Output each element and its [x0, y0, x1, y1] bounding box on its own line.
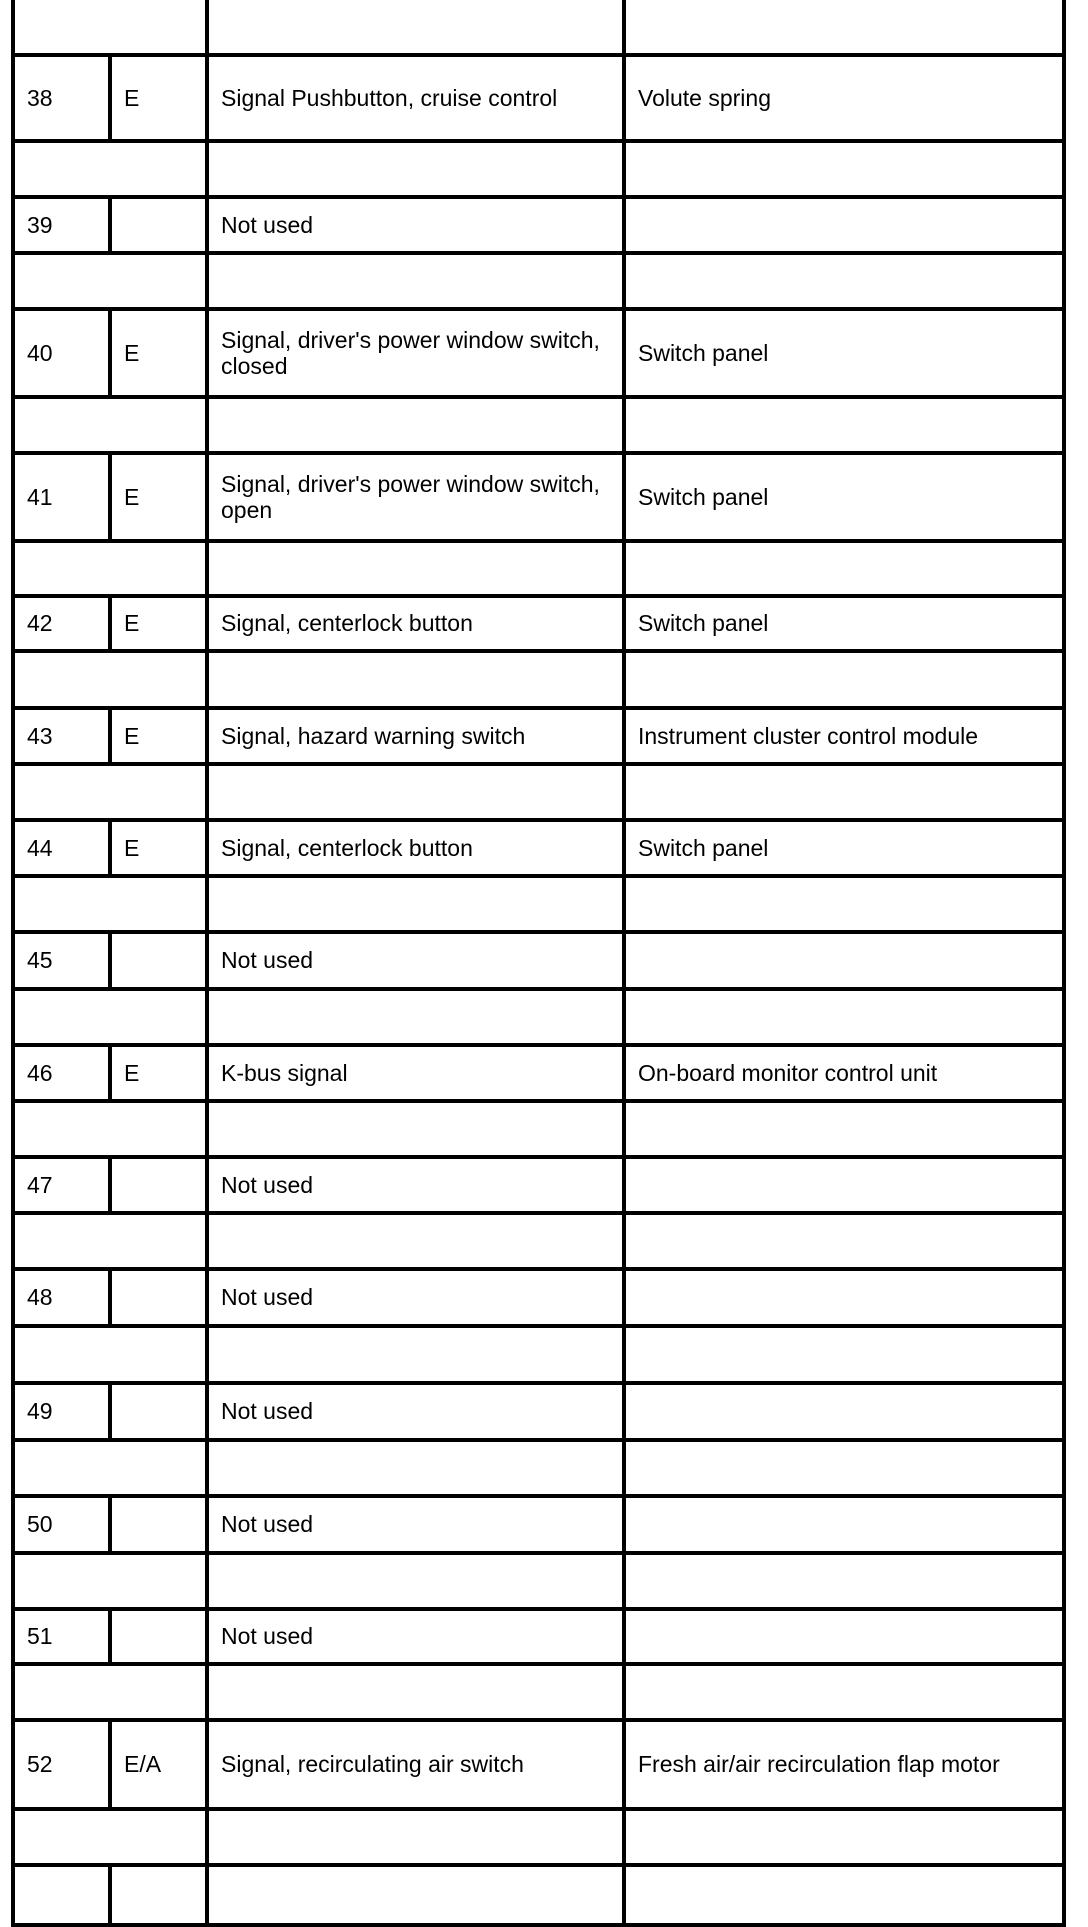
cell-pin: 45 [13, 932, 110, 989]
cell-description: K-bus signal [207, 1045, 624, 1101]
table-row [13, 197, 1064, 253]
spacer-row [13, 541, 1064, 596]
empty-cell [207, 989, 624, 1045]
cell-description: Not used [207, 1609, 624, 1664]
cell-pin: 41 [13, 453, 110, 541]
cell-description: Not used [207, 932, 624, 989]
empty-cell [110, 1865, 207, 1925]
cell-connection [624, 197, 1064, 253]
empty-cell [207, 141, 624, 197]
cell-type: E/A [110, 1720, 207, 1809]
spacer-row [13, 1809, 1064, 1865]
empty-cell [13, 0, 207, 55]
spacer-row [13, 764, 1064, 820]
spacer-row [13, 1326, 1064, 1383]
cell-type [110, 1383, 207, 1440]
cell-pin: 49 [13, 1383, 110, 1440]
cell-type [110, 932, 207, 989]
cell-connection: Switch panel [624, 596, 1064, 651]
empty-cell [624, 1440, 1064, 1496]
cell-pin: 52 [13, 1720, 110, 1809]
empty-cell [13, 1553, 207, 1609]
empty-cell [207, 253, 624, 309]
cell-connection [624, 932, 1064, 989]
cell-description: Not used [207, 1383, 624, 1440]
pin-assignment-table [11, 0, 1066, 1927]
cell-type [110, 197, 207, 253]
empty-cell [13, 253, 207, 309]
table-row [13, 1269, 1064, 1326]
empty-cell [13, 651, 207, 708]
empty-cell [624, 1326, 1064, 1383]
cell-description: Signal, hazard warning switch [207, 708, 624, 764]
cell-connection: On-board monitor control unit [624, 1045, 1064, 1101]
empty-cell [13, 141, 207, 197]
empty-cell [624, 1664, 1064, 1720]
empty-cell [13, 764, 207, 820]
cell-description: Signal, centerlock button [207, 596, 624, 651]
empty-cell [207, 876, 624, 932]
empty-cell [207, 1101, 624, 1157]
empty-cell [13, 1101, 207, 1157]
cell-connection: Switch panel [624, 820, 1064, 876]
table-row [13, 453, 1064, 541]
cell-type [110, 1496, 207, 1553]
empty-cell [13, 541, 207, 596]
empty-cell [207, 1326, 624, 1383]
empty-cell [13, 397, 207, 453]
empty-cell [624, 989, 1064, 1045]
cell-connection: Instrument cluster control module [624, 708, 1064, 764]
cell-pin: 38 [13, 55, 110, 141]
cell-connection [624, 1157, 1064, 1213]
cell-pin: 51 [13, 1609, 110, 1664]
empty-cell [207, 1865, 624, 1925]
spacer-row [13, 0, 1064, 55]
cell-type: E [110, 820, 207, 876]
cell-connection [624, 1609, 1064, 1664]
empty-cell [13, 1213, 207, 1269]
empty-cell [624, 1553, 1064, 1609]
spacer-row [13, 1440, 1064, 1496]
cell-type [110, 1269, 207, 1326]
cell-connection: Volute spring [624, 55, 1064, 141]
cell-pin: 50 [13, 1496, 110, 1553]
table-row [13, 1383, 1064, 1440]
table-row [13, 1045, 1064, 1101]
table-row [13, 1496, 1064, 1553]
cell-pin: 48 [13, 1269, 110, 1326]
cell-description: Not used [207, 1157, 624, 1213]
empty-cell [207, 397, 624, 453]
table-row [13, 309, 1064, 397]
spacer-row [13, 876, 1064, 932]
cell-pin: 46 [13, 1045, 110, 1101]
empty-cell [13, 989, 207, 1045]
empty-cell [624, 1213, 1064, 1269]
table-row [13, 1157, 1064, 1213]
spacer-row [13, 1101, 1064, 1157]
table-row [13, 1720, 1064, 1809]
empty-cell [624, 0, 1064, 55]
cell-pin: 44 [13, 820, 110, 876]
table-row [13, 1865, 1064, 1925]
cell-description: Signal, driver's power window switch, closed [207, 309, 624, 397]
cell-type: E [110, 596, 207, 651]
empty-cell [207, 0, 624, 55]
cell-connection [624, 1269, 1064, 1326]
empty-cell [624, 651, 1064, 708]
table-body [13, 0, 1064, 1925]
empty-cell [624, 1101, 1064, 1157]
empty-cell [207, 1809, 624, 1865]
empty-cell [13, 1440, 207, 1496]
cell-pin: 39 [13, 197, 110, 253]
empty-cell [207, 1664, 624, 1720]
cell-connection [624, 1496, 1064, 1553]
spacer-row [13, 1553, 1064, 1609]
empty-cell [13, 1326, 207, 1383]
empty-cell [13, 1865, 110, 1925]
table-row [13, 1609, 1064, 1664]
empty-cell [207, 1440, 624, 1496]
cell-connection: Switch panel [624, 453, 1064, 541]
spacer-row [13, 651, 1064, 708]
empty-cell [624, 541, 1064, 596]
empty-cell [624, 1865, 1064, 1925]
cell-type [110, 1609, 207, 1664]
table-row [13, 596, 1064, 651]
empty-cell [207, 764, 624, 820]
cell-pin: 42 [13, 596, 110, 651]
table-row [13, 820, 1064, 876]
cell-type: E [110, 1045, 207, 1101]
table-row [13, 708, 1064, 764]
cell-pin: 47 [13, 1157, 110, 1213]
empty-cell [624, 253, 1064, 309]
empty-cell [13, 1809, 207, 1865]
cell-description: Signal Pushbutton, cruise control [207, 55, 624, 141]
cell-description: Signal, centerlock button [207, 820, 624, 876]
empty-cell [13, 876, 207, 932]
cell-type: E [110, 309, 207, 397]
empty-cell [207, 1553, 624, 1609]
cell-description: Signal, recirculating air switch [207, 1720, 624, 1809]
empty-cell [624, 764, 1064, 820]
cell-description: Signal, driver's power window switch, open [207, 453, 624, 541]
cell-pin: 43 [13, 708, 110, 764]
empty-cell [207, 1213, 624, 1269]
cell-connection: Switch panel [624, 309, 1064, 397]
spacer-row [13, 253, 1064, 309]
table-row [13, 55, 1064, 141]
empty-cell [624, 1809, 1064, 1865]
empty-cell [624, 141, 1064, 197]
table-row [13, 932, 1064, 989]
cell-connection: Fresh air/air recirculation flap motor [624, 1720, 1064, 1809]
spacer-row [13, 989, 1064, 1045]
empty-cell [624, 876, 1064, 932]
cell-connection [624, 1383, 1064, 1440]
cell-description: Not used [207, 1269, 624, 1326]
spacer-row [13, 141, 1064, 197]
cell-pin: 40 [13, 309, 110, 397]
empty-cell [207, 541, 624, 596]
cell-type: E [110, 708, 207, 764]
cell-description: Not used [207, 1496, 624, 1553]
cell-type [110, 1157, 207, 1213]
cell-type: E [110, 453, 207, 541]
spacer-row [13, 1664, 1064, 1720]
spacer-row [13, 397, 1064, 453]
empty-cell [207, 651, 624, 708]
spacer-row [13, 1213, 1064, 1269]
cell-type: E [110, 55, 207, 141]
empty-cell [624, 397, 1064, 453]
cell-description: Not used [207, 197, 624, 253]
empty-cell [13, 1664, 207, 1720]
